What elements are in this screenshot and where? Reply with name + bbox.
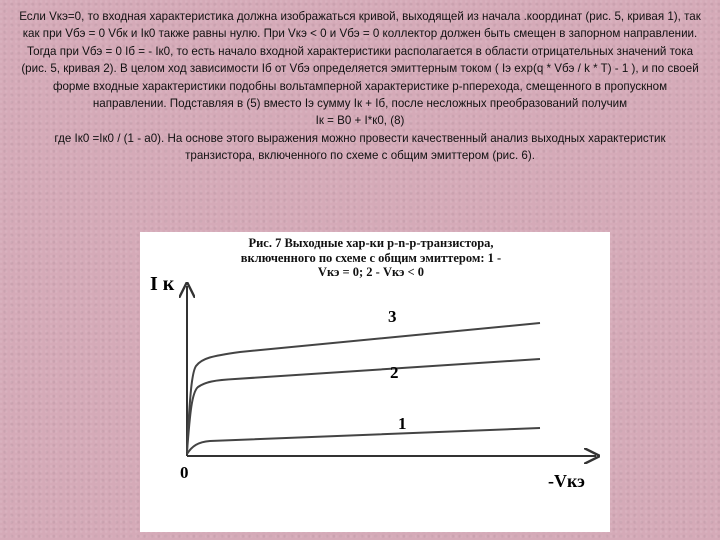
document-text — [18, 8, 702, 165]
curve-2-label: 2 — [390, 363, 399, 382]
paragraph-1: Если Vкэ=0, то входная характеристика должна изображаться кривой, выходящей из начала .координат (рис. 5, кривая 1), так как при Vбэ = 0 Vбк и Iк0 также равны нулю. При Vкэ < 0 и Vбэ = 0 коллектор должен быть смещен в запорном направлении. Тогда при Vбэ = 0 Iб = - Iк0, то есть начало входной характеристики располагается в области отрицательных значений тока (рис. 5, кривая 2). В целом ход зависимости Iб от Vбэ определяется эмиттерным током ( Iэ exp(q * Vбэ / k * T) - 1 ), и по своей форме входные характеристики подобны вольтамперной характеристике p-nперехода, смещенного в пропускном направлении. Подставляя в (5) вместо Iэ сумму Iк + Iб, после несложных преобразований получим — [19, 10, 701, 111]
origin-label: 0 — [180, 463, 189, 482]
formula-8: Iк = B0 + I*к0, (8) — [315, 114, 405, 128]
figure-output-characteristics — [140, 232, 610, 532]
y-axis-label: I к — [150, 273, 175, 295]
curve-3-label: 3 — [388, 307, 397, 326]
curve-1-label: 1 — [398, 414, 407, 433]
x-axis-label: -Vкэ — [548, 471, 585, 491]
paragraph-2: где Iк0 =Iк0 / (1 - a0). На основе этого выражения можно провести качественный анализ выходных характеристик транзистора, включенного по схеме с общим эмиттером (рис. 6). — [54, 131, 666, 163]
curve-1 — [187, 428, 540, 454]
figure-caption: Рис. 7 Выходные хар-ки p-n-p-транзистора, включенного по схеме с общим эмиттером: 1 - Vкэ = 0; 2 - Vкэ < 0 — [240, 236, 502, 279]
curve-2 — [187, 359, 540, 452]
